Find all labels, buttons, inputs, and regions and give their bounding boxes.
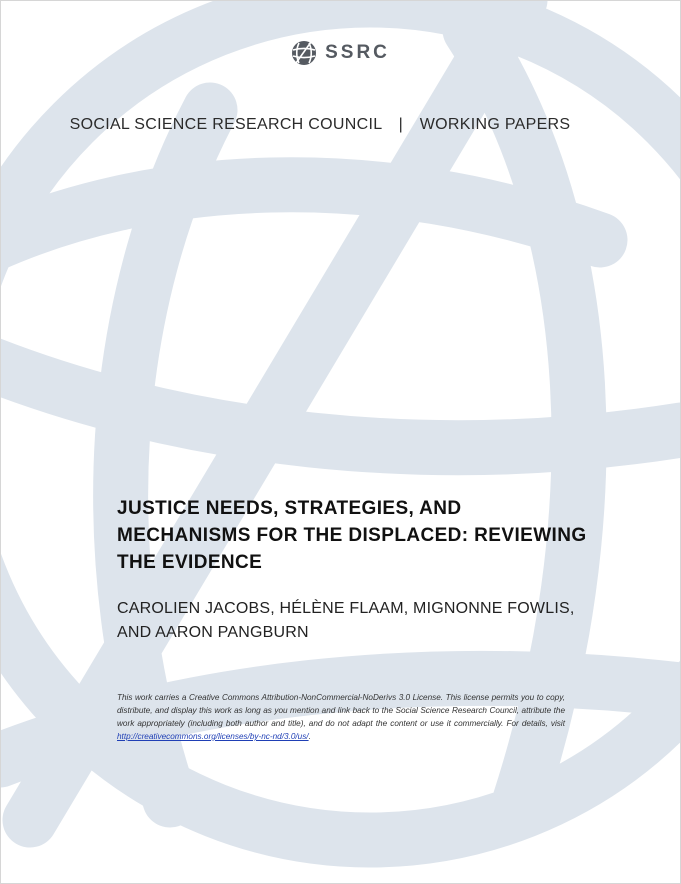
paper-title: JUSTICE NEEDS, STRATEGIES, AND MECHANISMS FOR THE DISPLACED: REVIEWING THE EVIDENCE: [117, 498, 587, 573]
collection-name: WORKING PAPERS: [419, 116, 571, 133]
ssrc-logo: [0, 40, 681, 66]
license-notice: [117, 691, 565, 743]
organization-name: SOCIAL SCIENCE RESEARCH COUNCIL: [69, 116, 382, 133]
logo-text: SSRC: [325, 42, 390, 63]
globe-logo-icon: [291, 40, 317, 66]
paper-authors: CAROLIEN JACOBS, HÉLÈNE FLAAM, MIGNONNE FOWLIS, AND AARON PANGBURN: [117, 600, 575, 641]
header-separator: |: [398, 116, 404, 133]
series-header: [0, 116, 640, 134]
license-link[interactable]: http://creativecommons.org/licenses/by-nc-nd/3.0/us/: [117, 732, 309, 741]
license-end: .: [308, 732, 311, 741]
license-text: This work carries a Creative Commons Attribution-NonCommercial-NoDerivs 3.0 License. This license permits you to copy, distribute, and display this work as long as you mention and link back to the Social Science Research Council, attribute the work appropriately (including both author and title), and do not adapt the content or use it commercially. For details, visit: [117, 693, 565, 728]
